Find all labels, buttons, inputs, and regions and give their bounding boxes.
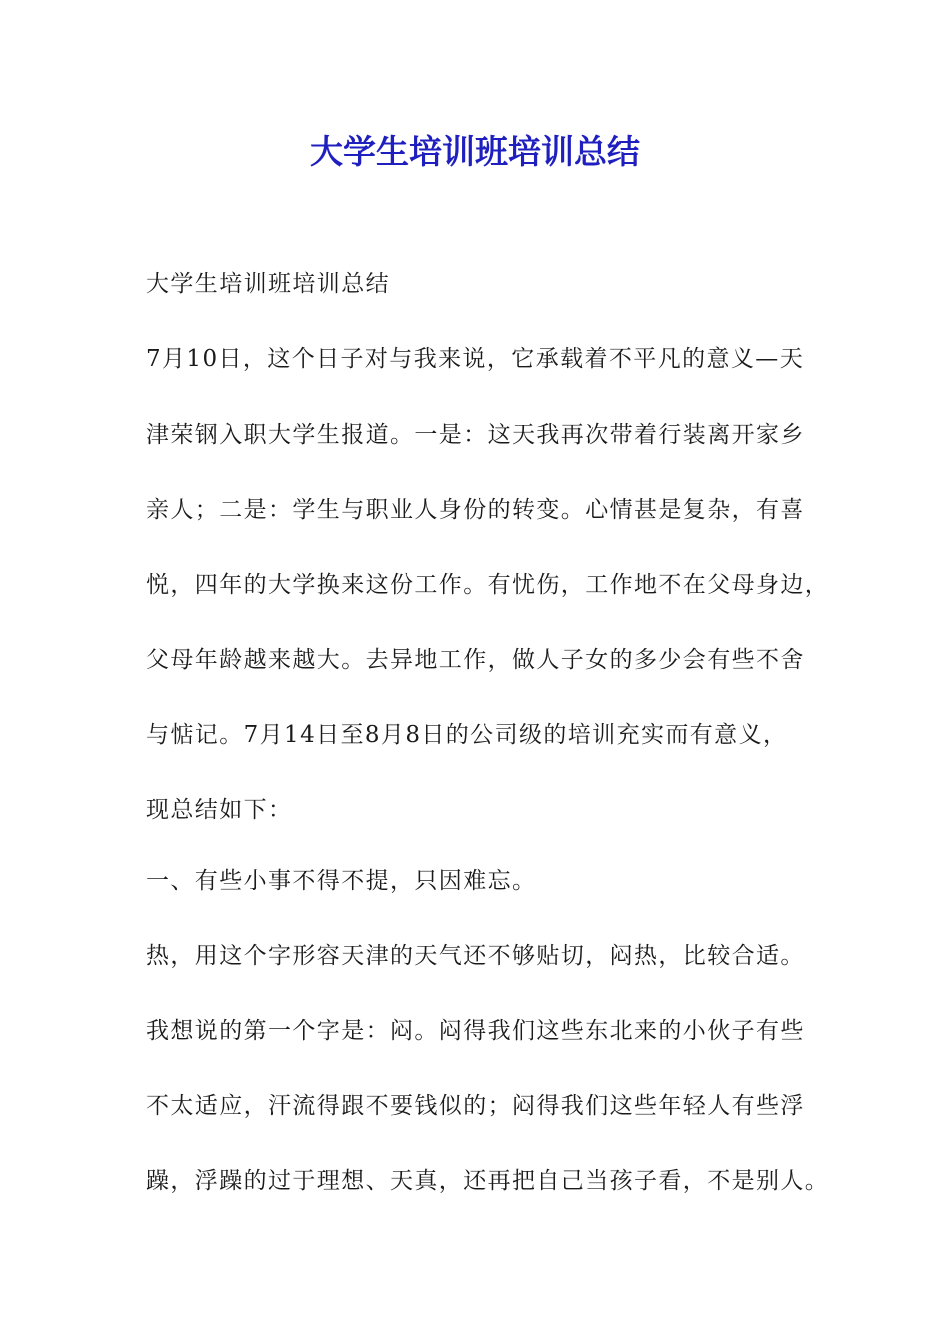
paragraph-line: 我想说的第一个字是：闷。闷得我们这些东北来的小伙子有些 <box>146 1018 805 1044</box>
paragraph-line: 与惦记。7月14日至8月8日的公司级的培训充实而有意义， <box>146 722 788 748</box>
paragraph-line: 悦，四年的大学换来这份工作。有忧伤，工作地不在父母身边， <box>146 572 830 598</box>
section-heading: 一、有些小事不得不提，只因难忘。 <box>146 868 537 894</box>
paragraph-line: 津荣钢入职大学生报道。一是：这天我再次带着行装离开家乡 <box>146 422 805 448</box>
paragraph-line: 热，用这个字形容天津的天气还不够贴切，闷热，比较合适。 <box>146 943 805 969</box>
paragraph-line: 亲人；二是：学生与职业人身份的转变。心情甚是复杂，有喜 <box>146 497 805 523</box>
paragraph-line: 躁，浮躁的过于理想、天真，还再把自己当孩子看，不是别人。 <box>146 1168 830 1194</box>
paragraph-line: 7月10日，这个日子对与我来说，它承载着不平凡的意义—天 <box>146 346 805 372</box>
paragraph-line: 现总结如下： <box>146 797 293 823</box>
paragraph-line: 不太适应，汗流得跟不要钱似的；闷得我们这些年轻人有些浮 <box>146 1093 805 1119</box>
document-title: 大学生培训班培训总结 <box>310 132 640 171</box>
paragraph-line: 大学生培训班培训总结 <box>146 271 390 297</box>
paragraph-line: 父母年龄越来越大。去异地工作，做人子女的多少会有些不舍 <box>146 647 805 673</box>
